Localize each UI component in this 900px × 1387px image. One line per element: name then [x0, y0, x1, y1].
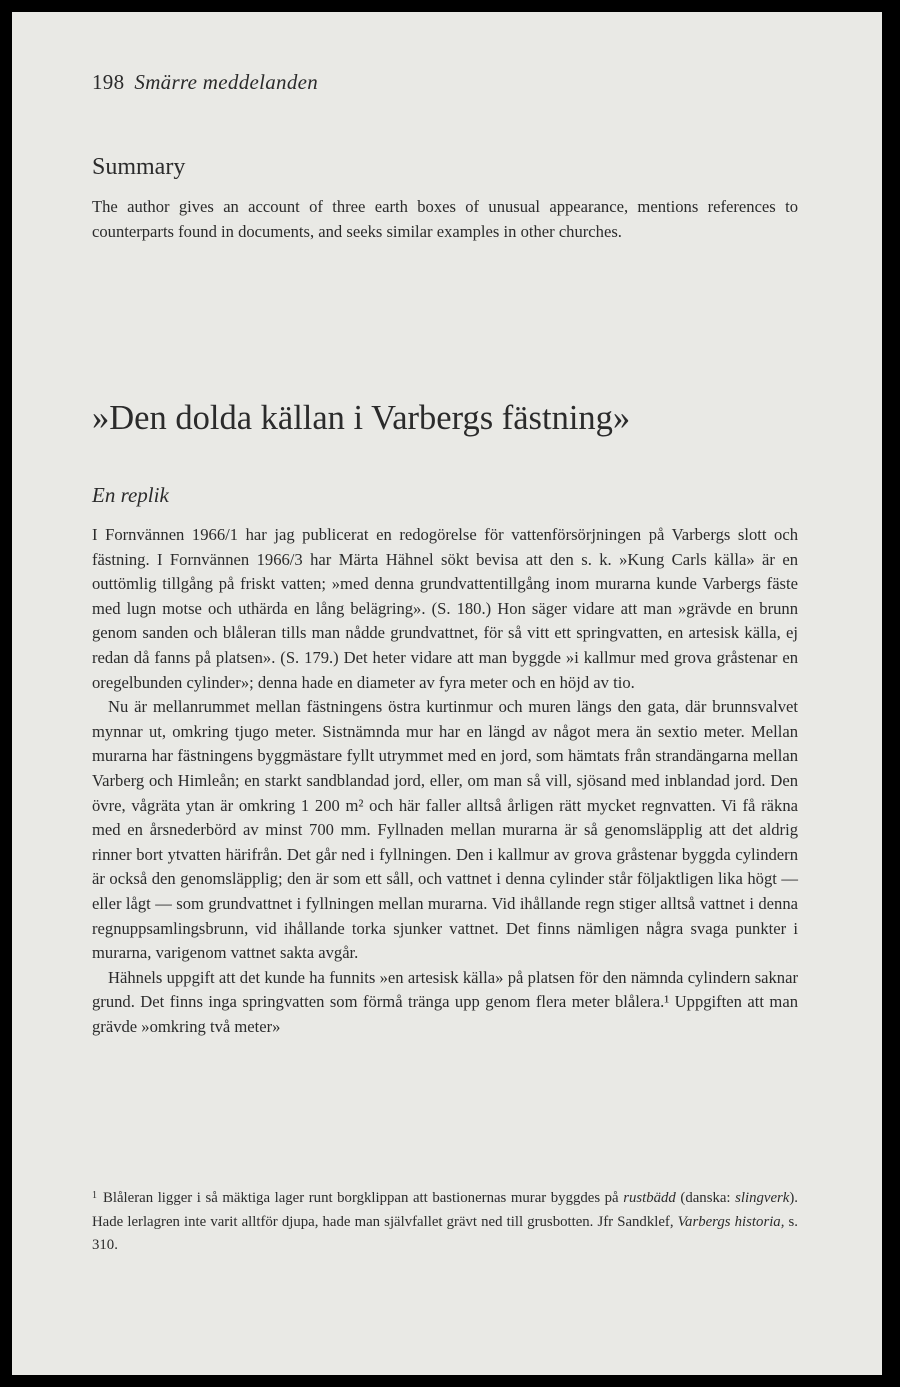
article-body: [92, 523, 798, 1039]
document-page: [12, 12, 882, 1375]
footnote-italic: rustbädd: [623, 1190, 676, 1206]
footnote-text: s. 310.: [92, 1213, 798, 1253]
footnote-text: Blåleran ligger i så mäktiga lager runt borgklippan att bastionernas murar byggdes på: [103, 1190, 624, 1206]
summary-heading: Summary: [92, 154, 186, 180]
footnote-italic: Varbergs historia,: [677, 1213, 785, 1230]
footnotes: [92, 1184, 798, 1258]
footnote-mark: 1: [92, 1190, 97, 1201]
body-paragraph: Nu är mellanrummet mellan fästningens östra kurtinmur och muren längs den gata, där brunnsvalvet mynnar ut, omkring tjugo meter. Sistnämnda mur har en längd av något mera än sextio meter. Mellan murarna har fästningens byggmästare fyllt utrymmet med en jord, som hämtats från strandängarna mellan Varberg och Himleån; en starkt sandblandad jord, eller, om man så vill, sjösand med inblandad jord. Den övre, vågräta ytan är omkring 1 200 m² och här faller alltså årligen rätt mycket regnvatten. Vi få räkna med en årsnederbörd av minst 700 mm. Fyllnaden mellan murarna är så genomsläpplig att det aldrig rinner bort ytvatten härifrån. Det går ned i fyllningen. Den i kallmur av grova gråstenar byggda cylindern är också den genomsläpplig; den är som ett såll, och vattnet i denna cylinder står följaktligen lika högt — eller lågt — som grundvattnet i fyllningen mellan murarna. Vid ihållande regn stiger alltså vattnet i denna regnuppsamlingsbrunn, vid ihållande torka sjunker vattnet. Det finns nämligen några svaga punkter i murarna, varigenom vattnet sakta avgår.: [92, 697, 798, 963]
article-title: »Den dolda källan i Varbergs fästning»: [92, 399, 631, 437]
article-subtitle: En replik: [92, 483, 169, 507]
running-head-title: Smärre meddelanden: [134, 70, 319, 94]
footnote: [92, 1184, 798, 1258]
running-head: [92, 70, 318, 95]
page-number: 198: [92, 70, 125, 94]
body-paragraph: Hähnels uppgift att det kunde ha funnits »en artesisk källa» på platsen för den nämnda cylindern saknar grund. Det finns inga springvatten som förmå tränga upp genom flera meter blålera.¹ Uppgiften att man grävde »omkring två meter»: [92, 967, 798, 1036]
footnote-italic: slingverk: [735, 1190, 790, 1206]
body-paragraph: I Fornvännen 1966/1 har jag publicerat en redogörelse för vattenförsörjningen på Varbergs slott och fästning. I Fornvännen 1966/3 har Märta Hähnel sökt bevisa att den s. k. »Kung Carls källa» är en outtömlig tillgång på friskt vatten; »med denna grundvattentillgång inom murarna kunde Varbergs fäste med lugn motse och uthärda en lång belägring». (S. 180.) Hon säger vidare att man »grävde en brunn genom sanden och blåleran tills man nådde grundvattnet, för så vitt ett springvatten, en artesisk källa, ej redan då fanns på platsen». (S. 179.) Det heter vidare att man byggde »i kallmur med grova gråstenar en oregelbunden cylinder»; denna hade en diameter av fyra meter och en höjd av tio.: [92, 525, 798, 692]
summary-text: The author gives an account of three earth boxes of unusual appearance, mentions references to counterparts found in documents, and seeks similar examples in other churches.: [92, 197, 798, 241]
footnote-text: ). Hade lerlagren inte varit alltför djupa, hade man självfallet grävt ned till grusbotten. Jfr Sandklef,: [92, 1190, 798, 1230]
footnote-text: (danska:: [675, 1190, 736, 1206]
